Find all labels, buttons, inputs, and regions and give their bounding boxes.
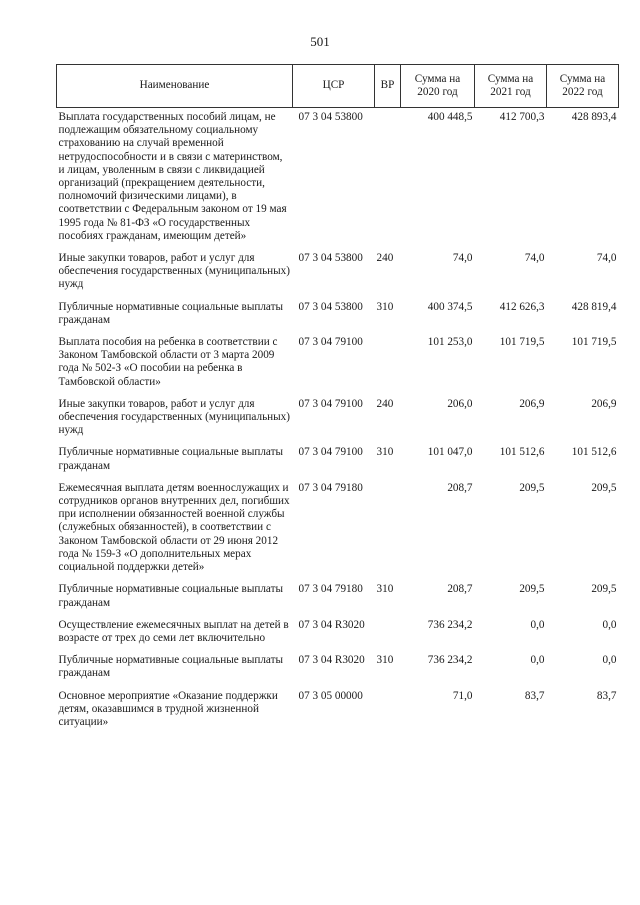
row-sum-2021: 209,5 (519, 481, 545, 494)
row-sum-2020: 400 374,5 (427, 300, 473, 313)
row-sum-2021: 206,9 (519, 397, 545, 410)
row-sum-2020: 736 234,2 (427, 618, 473, 631)
row-sum-2022: 0,0 (602, 618, 617, 631)
row-vr: 310 (376, 654, 394, 667)
row-name: Публичные нормативные социальные выплаты гражданам (58, 300, 284, 326)
row-csr: 07 3 05 00000 (298, 689, 363, 702)
row-vr: 240 (376, 252, 394, 265)
budget-table (56, 64, 619, 738)
row-csr: 07 3 04 79100 (298, 397, 363, 410)
table-row (57, 108, 619, 253)
row-sum-2022: 209,5 (591, 481, 617, 494)
row-sum-2022: 209,5 (591, 583, 617, 596)
row-vr: 310 (376, 300, 394, 313)
table-header-row (57, 65, 619, 108)
row-csr: 07 3 04 53800 (298, 252, 363, 265)
row-csr: 07 3 04 R3020 (298, 654, 365, 667)
table-row (57, 654, 619, 689)
header-csr: ЦСР (293, 65, 375, 108)
row-name: Публичные нормативные социальные выплаты гражданам (58, 654, 284, 680)
row-sum-2022: 428 819,4 (571, 300, 617, 313)
row-name: Публичные нормативные социальные выплаты гражданам (58, 583, 284, 609)
row-sum-2021: 83,7 (524, 689, 545, 702)
row-sum-2021: 0,0 (530, 654, 545, 667)
header-sum-2021: Сумма на 2021 год (475, 65, 547, 108)
row-sum-2022: 101 719,5 (571, 336, 617, 349)
row-sum-2022: 74,0 (596, 252, 617, 265)
row-sum-2021: 412 626,3 (499, 300, 545, 313)
row-sum-2021: 101 719,5 (499, 336, 545, 349)
row-sum-2021: 412 700,3 (499, 111, 545, 123)
row-sum-2020: 736 234,2 (427, 654, 473, 667)
row-vr (375, 619, 401, 654)
row-csr: 07 3 04 79180 (298, 583, 363, 596)
row-sum-2020: 208,7 (447, 481, 473, 494)
header-name: Наименование (57, 65, 293, 108)
page-number: 501 (310, 34, 330, 49)
row-sum-2020: 74,0 (452, 252, 473, 265)
row-name: Ежемесячная выплата детям военнослужащих и сотрудников органов внутренних дел, погибших при исполнении обязанностей военной службы (служебных обязанностей), в соответствии с Законом Тамбовской области от 29 июня 2012 года № 159-З «О дополнительных мерах социальной поддержки детей» (58, 481, 290, 574)
row-vr (375, 482, 401, 583)
row-sum-2020: 208,7 (447, 583, 473, 596)
row-csr: 07 3 04 79100 (298, 446, 363, 459)
row-csr: 07 3 04 R3020 (298, 618, 365, 631)
row-name: Иные закупки товаров, работ и услуг для обеспечения государственных (муниципальных) нужд (58, 252, 290, 291)
table-row (57, 336, 619, 398)
table-row (57, 398, 619, 447)
table-row (57, 252, 619, 301)
row-sum-2021: 101 512,6 (499, 446, 545, 459)
row-sum-2022: 206,9 (591, 397, 617, 410)
row-sum-2020: 101 253,0 (427, 336, 473, 349)
table-row (57, 619, 619, 654)
row-sum-2021: 74,0 (524, 252, 545, 265)
row-sum-2020: 101 047,0 (427, 446, 473, 459)
table-row (57, 301, 619, 336)
row-name: Публичные нормативные социальные выплаты гражданам (58, 446, 284, 472)
row-sum-2021: 209,5 (519, 583, 545, 596)
row-vr (375, 690, 401, 739)
row-sum-2022: 101 512,6 (571, 446, 617, 459)
row-vr (375, 336, 401, 398)
row-sum-2020: 400 448,5 (427, 111, 473, 123)
row-name: Осуществление ежемесячных выплат на детей в возрасте от трех до семи лет включительно (58, 618, 289, 644)
row-sum-2022: 0,0 (602, 654, 617, 667)
row-sum-2020: 71,0 (452, 689, 473, 702)
row-csr: 07 3 04 79100 (298, 336, 363, 349)
row-name: Выплата пособия на ребенка в соответствии с Законом Тамбовской области от 3 марта 2009 года № 502-З «О пособии на ребенка в Тамбовской области» (58, 336, 278, 388)
row-sum-2021: 0,0 (530, 618, 545, 631)
row-name: Основное мероприятие «Оказание поддержки детям, оказавшимся в трудной жизненной ситуации» (58, 689, 278, 728)
row-csr: 07 3 04 53800 (298, 111, 363, 123)
table-row (57, 446, 619, 481)
row-vr: 310 (376, 446, 394, 459)
row-sum-2022: 83,7 (596, 689, 617, 702)
table-row (57, 583, 619, 618)
row-sum-2020: 206,0 (447, 397, 473, 410)
row-csr: 07 3 04 79180 (298, 481, 363, 494)
header-sum-2020: Сумма на 2020 год (401, 65, 475, 108)
header-sum-2022: Сумма на 2022 год (547, 65, 619, 108)
row-name: Выплата государственных пособий лицам, не подлежащим обязательному социальному страхованию на случай временной нетрудоспособности и в связи с материнством, и лицам, уволенным в связи с ликвидацией организаций (прекращением деятельности, полномочий физическими лицами), в соответствии с Федеральным законом от 19 мая 1995 года № 81-ФЗ «О государственных пособиях гражданам, имеющим детей» (58, 111, 287, 242)
table-row (57, 690, 619, 739)
header-vr: ВР (375, 65, 401, 108)
row-name: Иные закупки товаров, работ и услуг для обеспечения государственных (муниципальных) нужд (58, 397, 290, 437)
row-csr: 07 3 04 53800 (298, 300, 363, 313)
row-vr: 310 (376, 583, 394, 596)
row-vr: 240 (376, 397, 394, 410)
row-vr (375, 108, 401, 253)
row-sum-2022: 428 893,4 (571, 111, 617, 123)
table-row (57, 482, 619, 583)
